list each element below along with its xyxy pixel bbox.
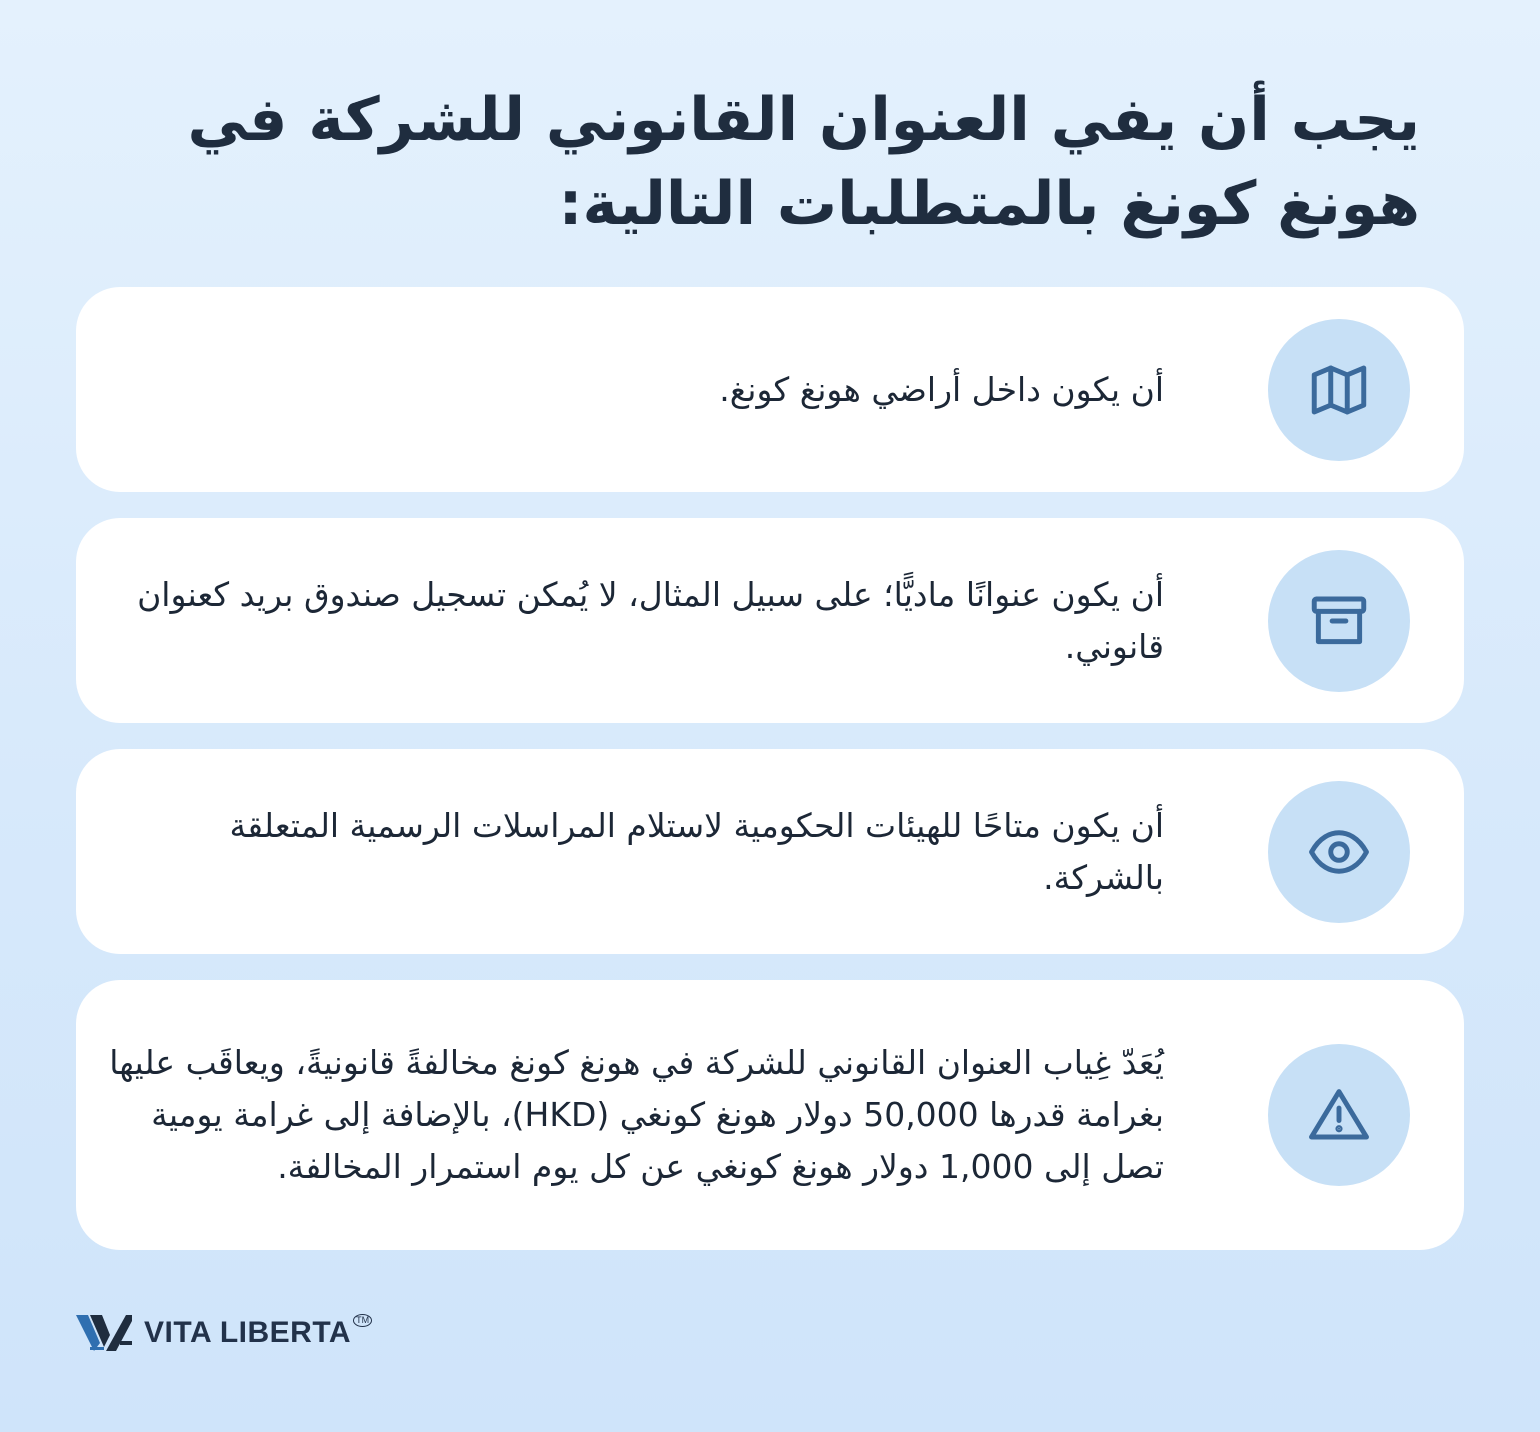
requirement-card-physical-address [76,518,1464,723]
brand-name: VITA LIBERTA [144,1316,352,1349]
requirement-card-accessibility [76,749,1464,954]
trademark-symbol: TM [353,1314,372,1327]
requirement-text: أن يكون عنوانًا ماديًّا؛ على سبيل المثال، لا يُمكن تسجيل صندوق بريد كعنوان قانوني. [137,574,1164,666]
requirement-text: أن يكون متاحًا للهيئات الحكومية لاستلام المراسلات الرسمية المتعلقة بالشركة. [229,805,1164,897]
archive-box-icon [1268,550,1410,692]
warning-icon [1268,1044,1410,1186]
eye-icon [1268,781,1410,923]
requirement-text: يُعَدّ غِياب العنوان القانوني للشركة في هونغ كونغ مخالفةً قانونيةً، ويعاقَب عليها بغرامة قدرها 50,000 دولار هونغ كونغي (HKD)، بالإضافة إلى غرامة يومية تصل إلى 1,000 دولار هونغ كونغي عن كل يوم استمرار المخالفة. [109,1043,1164,1186]
brand-logo [76,1312,372,1354]
brand-logo-mark [76,1313,132,1353]
map-icon [1268,319,1410,461]
page-title: يجب أن يفي العنوان القانوني للشركة في هونغ كونغ بالمتطلبات التالية: [187,85,1420,239]
requirement-card-penalty [76,980,1464,1250]
requirement-card-location [76,287,1464,492]
requirement-text: أن يكون داخل أراضي هونغ كونغ. [719,369,1164,409]
